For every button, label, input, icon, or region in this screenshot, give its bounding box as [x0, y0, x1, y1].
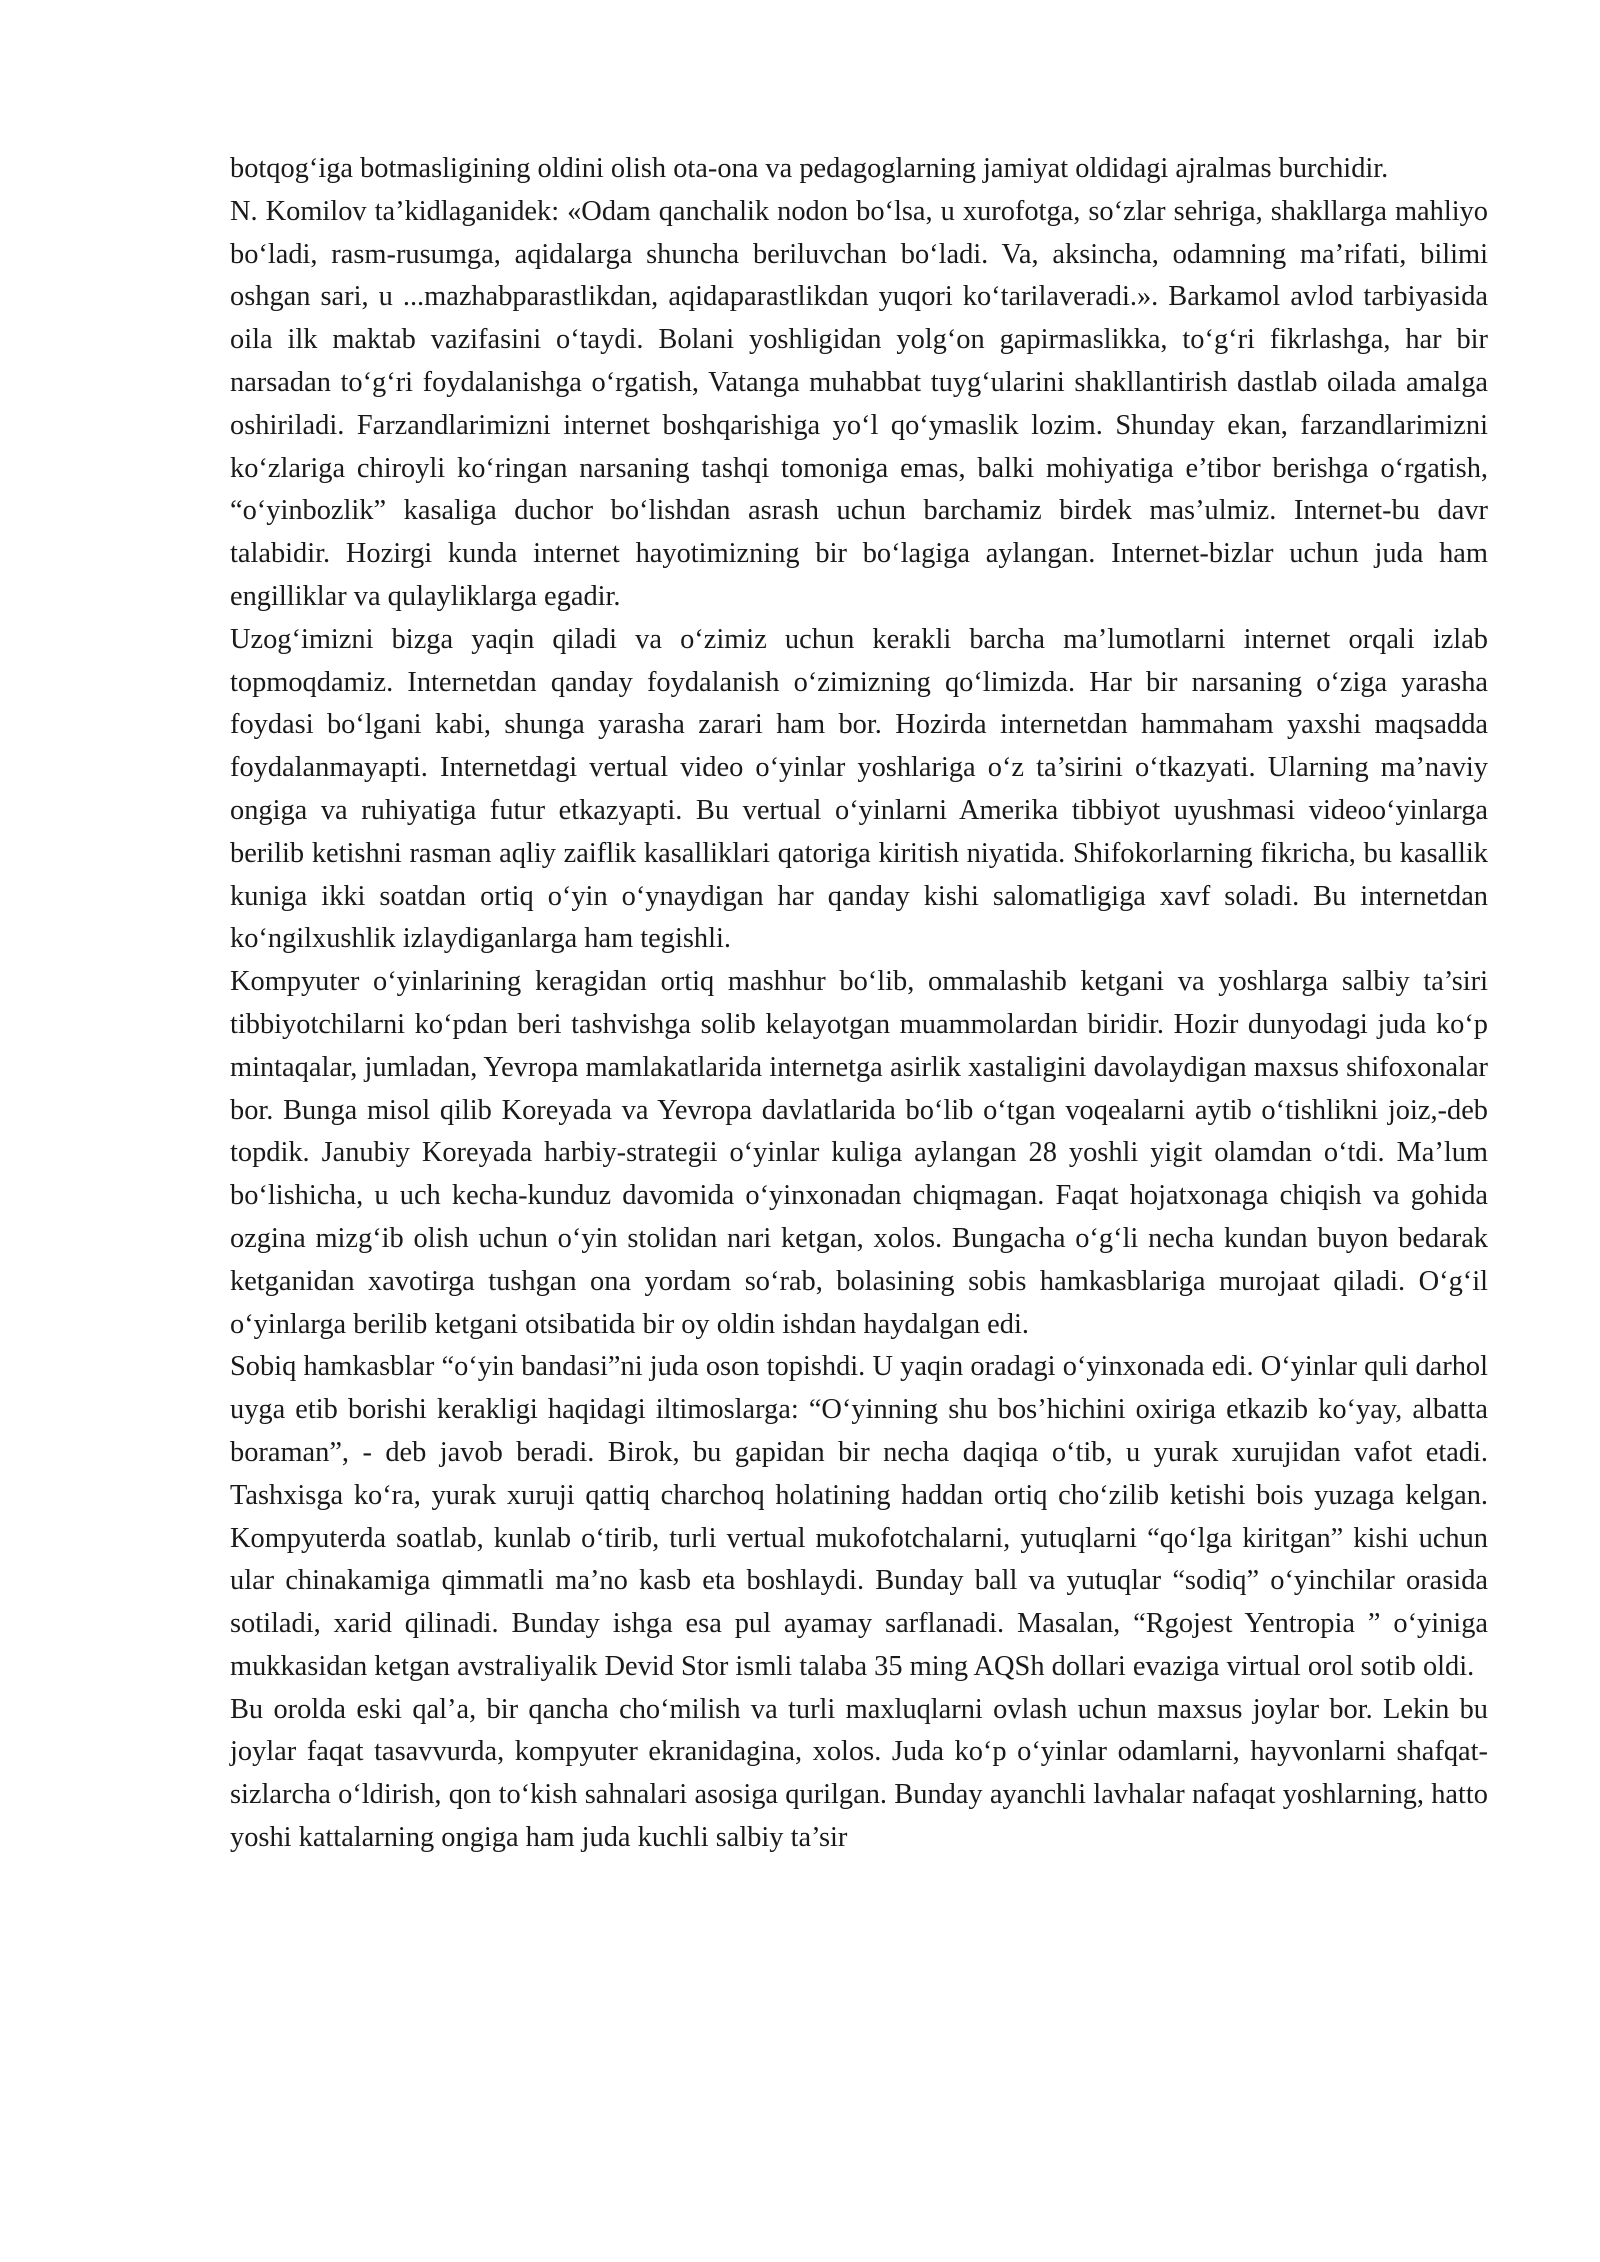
paragraph-6: Bu orolda eski qal’a, bir qancha cho‘milish va turli maxluqlarni ovlash uchun maxsus joylar bor. Lekin bu joylar faqat tasavvurda, kompyuter ekranidagina, xolos. Juda ko‘p o‘yinlar odamlarni, hayvonlarni shafqat- sizlarcha o‘ldirish, qon to‘kish sahnalari asosiga qurilgan. Bunday ayanchli lavhalar nafaqat yoshlarning, hatto yoshi kattalarning ongiga ham juda kuchli salbiy ta’sir	[230, 1693, 1488, 1854]
document-page	[230, 148, 1488, 1860]
paragraph-4: Kompyuter o‘yinlarining keragidan ortiq mashhur bo‘lib, ommalashib ketgani va yoshlarga salbiy ta’siri tibbiyotchilarni ko‘pdan beri tashvishga solib kelayotgan muammolardan biridir. Hozir dunyodagi juda ko‘p mintaqalar, jumladan, Yevropa mamlakatlarida internetga asirlik xastaligini davolaydigan maxsus shifoxonalar bor. Bunga misol qilib Koreyada va Yevropa davlatlarida bo‘lib o‘tgan voqealarni aytib o‘tishlikni joiz,-deb topdik. Janubiy Koreyada harbiy-strategii o‘yinlar kuliga aylangan 28 yoshli yigit olamdan o‘tdi. Ma’lum bo‘lishicha, u uch kecha-kunduz davomida o‘yinxonadan chiqmagan. Faqat hojatxonaga chiqish va gohida ozgina mizg‘ib olish uchun o‘yin stolidan nari ketgan, xolos. Bungacha o‘g‘li necha kundan buyon bedarak ketganidan xavotirga tushgan ona yordam so‘rab, bolasining sobis hamkasblariga murojaat qiladi. O‘g‘il o‘yinlarga berilib ketgani otsibatida bir oy oldin ishdan haydalgan edi.	[230, 966, 1488, 1340]
paragraph-2: N. Komilov ta’kidlaganidek: «Odam qanchalik nodon bo‘lsa, u xurofotga, so‘zlar sehriga, shakllarga mahliyo bo‘ladi, rasm-rusumga, aqidalarga shuncha beriluvchan bo‘ladi. Va, aksincha, odamning ma’rifati, bilimi oshgan sari, u ...mazhabparastlikdan, aqidaparastlikdan yuqori ko‘tarilaveradi.». Barkamol avlod tarbiyasida oila ilk maktab vazifasini o‘taydi. Bolani yoshligidan yolg‘on gapirmaslikka, to‘g‘ri fikrlashga, har bir narsadan to‘g‘ri foydalanishga o‘rgatish, Vatanga muhabbat tuyg‘ularini shakllantirish dastlab oilada amalga oshiriladi. Farzandlarimizni internet boshqarishiga yo‘l qo‘ymaslik lozim. Shunday ekan, farzandlarimizni ko‘zlariga chiroyli ko‘ringan narsaning tashqi tomoniga emas, balki mohiyatiga e’tibor berishga o‘rgatish, “o‘yinbozlik” kasaliga duchor bo‘lishdan asrash uchun barchamiz birdek mas’ulmiz. Internet-bu davr talabidir. Hozirgi kunda internet hayotimizning bir bo‘lagiga aylangan. Internet-bizlar uchun juda ham engilliklar va qulayliklarga egadir.	[230, 195, 1488, 612]
paragraph-5: Sobiq hamkasblar “o‘yin bandasi”ni juda oson topishdi. U yaqin oradagi o‘yinxonada edi. O‘yinlar quli darhol uyga etib borishi kerakligi haqidagi iltimoslarga: “O‘yinning shu bos’hichini oxiriga etkazib ko‘yay, albatta boraman”, - deb javob beradi. Birok, bu gapidan bir necha daqiqa o‘tib, u yurak xurujidan vafot etadi. Tashxisga ko‘ra, yurak xuruji qattiq charchoq holatining haddan ortiq cho‘zilib ketishi bois yuzaga kelgan. Kompyuterda soatlab, kunlab o‘tirib, turli vertual mukofotchalarni, yutuqlarni “qo‘lga kiritgan” kishi uchun ular chinakamiga qimmatli ma’no kasb eta boshlaydi. Bunday ball va yutuqlar “sodiq” o‘yinchilar orasida sotiladi, xarid qilinadi. Bunday ishga esa pul ayamay sarflanadi. Masalan, “Rgojest Yentropia ” o‘yiniga mukkasidan ketgan avstraliyalik Devid Stor ismli talaba 35 ming AQSh dollari evaziga virtual orol sotib oldi.	[230, 1351, 1488, 1682]
paragraph-1: botqog‘iga botmasligining oldini olish ota-ona va pedagoglarning jamiyat oldidagi ajralmas burchidir.	[230, 153, 1389, 184]
paragraph-3: Uzog‘imizni bizga yaqin qiladi va o‘zimiz uchun kerakli barcha ma’lumotlarni internet orqali izlab topmoqdamiz. Internetdan qanday foydalanish o‘zimizning qo‘limizda. Har bir narsaning o‘ziga yarasha foydasi bo‘lgani kabi, shunga yarasha zarari ham bor. Hozirda internetdan hammaham yaxshi maqsadda foydalanmayapti. Internetdagi vertual video o‘yinlar yoshlariga o‘z ta’sirini o‘tkazyati. Ularning ma’naviy ongiga va ruhiyatiga futur etkazyapti. Bu vertual o‘yinlarni Amerika tibbiyot uyushmasi videoo‘yinlarga berilib ketishni rasman aqliy zaiflik kasalliklari qatoriga kiritish niyatida. Shifokorlarning fikricha, bu kasallik kuniga ikki soatdan ortiq o‘yin o‘ynaydigan har qanday kishi salomatligiga xavf soladi. Bu internetdan ko‘ngilxushlik izlaydiganlarga ham tegishli.	[230, 623, 1488, 955]
